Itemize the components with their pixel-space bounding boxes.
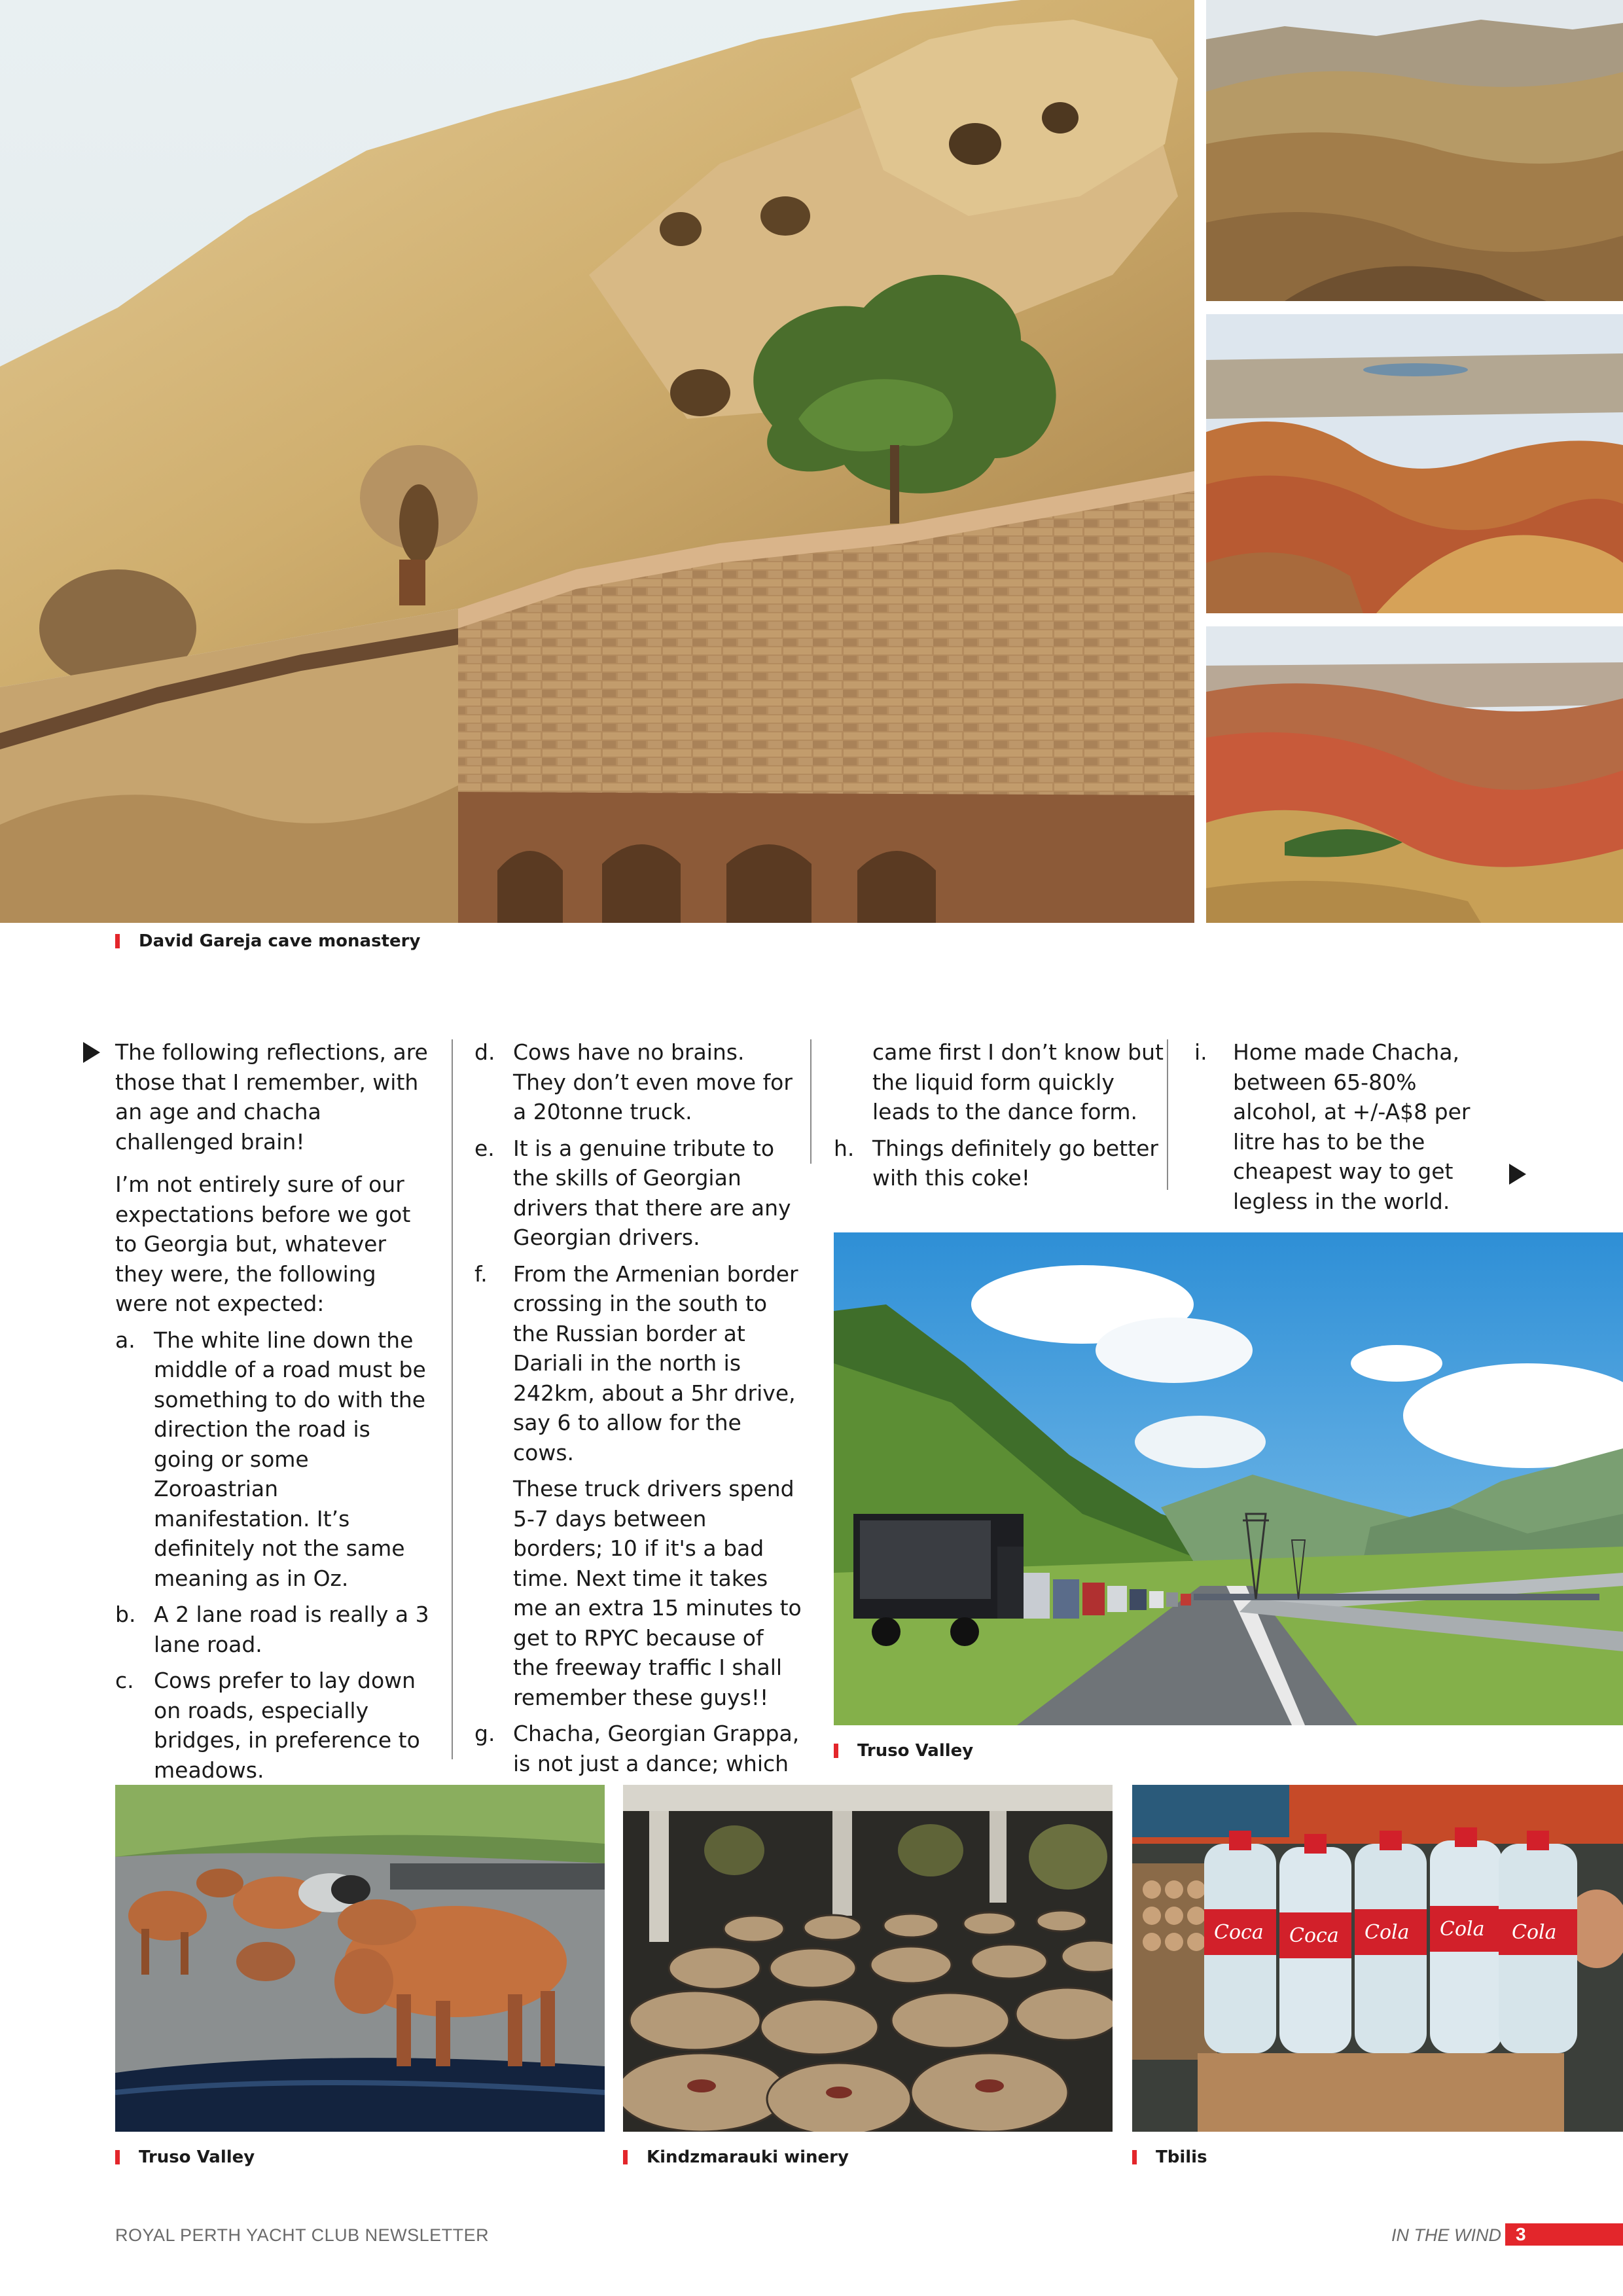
list-item-a: a. The white line down the middle of a road must be something to do with the direction the road is going or some Zoroastrian manifestation. It’s definitely not the same meaning as in Oz. bbox=[115, 1327, 426, 1591]
caption-marker bbox=[623, 2150, 628, 2164]
footer-section-name: IN THE WIND bbox=[1391, 2225, 1501, 2245]
list-item-i: i. Home made Chacha, between 65-80% alcohol, at +/-A$8 per litre has to be the cheapest way to get legless in the world. bbox=[1194, 1039, 1471, 1214]
intro-paragraph-2: I’m not entirely sure of our expectations before we got to Georgia but, whatever they were, the following were not expected: bbox=[115, 1172, 411, 1316]
list-item-f-continued: These truck drivers spend 5-7 days between borders; 10 if it's a bad time. Next time it takes me an extra 15 minutes to get to RPYC because of the freeway traffic I shall remember these guys!! bbox=[513, 1476, 802, 1710]
article-column-4 bbox=[1194, 1037, 1505, 1223]
truso-cows-photo bbox=[115, 1785, 605, 2132]
list-item-c: c. Cows prefer to lay down on roads, especially bridges, in preference to meadows. bbox=[115, 1668, 420, 1783]
landscape-photo-1 bbox=[1206, 0, 1623, 301]
svg-text:Coca: Coca bbox=[1214, 1921, 1264, 1944]
article-column-3 bbox=[834, 1037, 1168, 1200]
column-divider bbox=[1167, 1039, 1168, 1190]
column-divider bbox=[810, 1039, 812, 1164]
caption-winery-text: Kindzmarauki winery bbox=[647, 2147, 849, 2167]
list-item-g: g. Chacha, Georgian Grappa, is not just a dance; which bbox=[474, 1721, 800, 1776]
list-item-g-continued: came first I don’t know but the liquid form quickly leads to the dance form. bbox=[872, 1039, 1164, 1124]
caption-marker bbox=[1132, 2150, 1137, 2164]
caption-winery bbox=[623, 2147, 849, 2167]
list-item-h: h. Things definitely go better with this coke! bbox=[834, 1135, 1158, 1191]
caption-tbilis-text: Tbilis bbox=[1156, 2147, 1207, 2167]
landscape-photo-2 bbox=[1206, 314, 1623, 613]
truso-road-photo bbox=[834, 1232, 1623, 1725]
list-item-b: b. A 2 lane road is really a 3 lane road. bbox=[115, 1602, 429, 1657]
landscape-photo-3 bbox=[1206, 626, 1623, 923]
svg-text:Cola: Cola bbox=[1440, 1918, 1485, 1941]
caption-truso-cows bbox=[115, 2147, 255, 2167]
caption-truso-cows-text: Truso Valley bbox=[139, 2147, 255, 2167]
svg-text:Cola: Cola bbox=[1364, 1921, 1410, 1944]
page-number: 3 bbox=[1516, 2224, 1526, 2244]
article-column-2 bbox=[474, 1037, 802, 1785]
intro-paragraph-1: The following reflections, are those that I remember, with an age and chacha challenged brain! bbox=[115, 1039, 428, 1155]
winery-photo bbox=[623, 1785, 1113, 2132]
column-divider bbox=[452, 1039, 453, 1759]
svg-text:Coca: Coca bbox=[1289, 1924, 1339, 1947]
svg-text:Cola: Cola bbox=[1512, 1921, 1557, 1944]
list-item-e: e. It is a genuine tribute to the skills of Georgian drivers that there are any Georgian drivers. bbox=[474, 1135, 791, 1250]
list-item-d: d. Cows have no brains. They don’t even move for a 20tonne truck. bbox=[474, 1039, 793, 1124]
article-start-arrow-icon bbox=[83, 1042, 100, 1063]
tbilis-photo bbox=[1132, 1785, 1623, 2132]
caption-monastery bbox=[115, 931, 420, 951]
caption-marker bbox=[115, 934, 120, 948]
caption-marker bbox=[834, 1744, 838, 1758]
caption-marker bbox=[115, 2150, 120, 2164]
caption-tbilis bbox=[1132, 2147, 1207, 2167]
article-column-1 bbox=[115, 1037, 429, 1791]
monastery-photo bbox=[0, 0, 1194, 923]
caption-truso-road bbox=[834, 1741, 973, 1761]
footer-newsletter-name: ROYAL PERTH YACHT CLUB NEWSLETTER bbox=[115, 2225, 490, 2245]
continue-arrow-icon bbox=[1509, 1164, 1526, 1185]
caption-truso-road-text: Truso Valley bbox=[857, 1741, 974, 1761]
caption-monastery-text: David Gareja cave monastery bbox=[139, 931, 421, 951]
list-item-f: f. From the Armenian border crossing in the south to the Russian border at Dariali in the north is 242km, about a 5hr drive, say 6 to allow for the cows. bbox=[474, 1261, 798, 1465]
